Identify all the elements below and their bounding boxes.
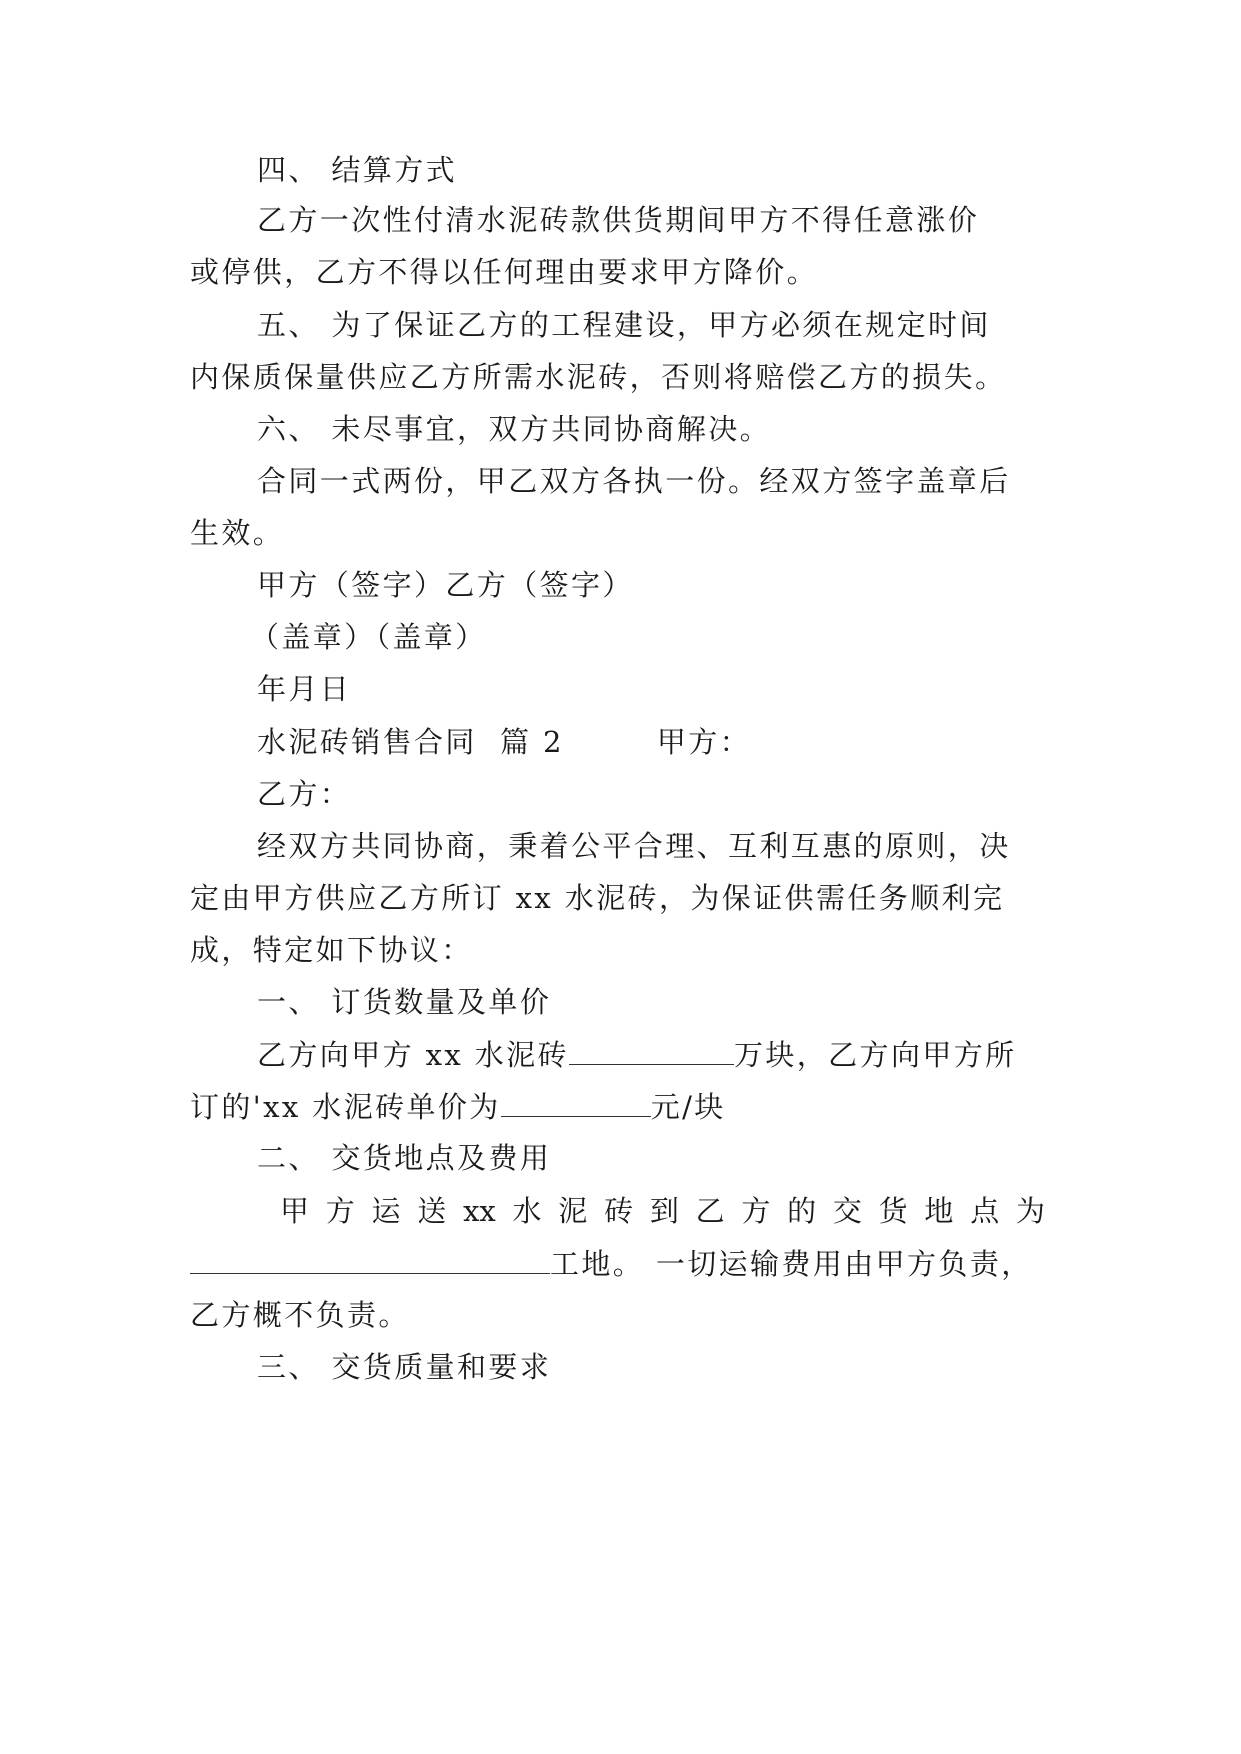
price-text-post: 元/块 (650, 1090, 726, 1124)
contract-title: 水泥砖销售合同 篇 2 甲方： (257, 725, 752, 759)
delivery-word: 方 (325, 1194, 355, 1228)
delivery-word: 地 (924, 1194, 954, 1228)
section-heading-1: 一、 订货数量及单价 (257, 985, 552, 1019)
delivery-word: 的 (787, 1194, 817, 1228)
delivery-word: 为 (1015, 1194, 1045, 1228)
signature-line: 甲方（签字）乙方（签字） (257, 568, 634, 602)
delivery-site-text: 工地。 一切运输费用由甲方负责， (550, 1247, 1033, 1281)
delivery-word: 泥 (558, 1194, 588, 1228)
delivery-word: xx (463, 1194, 496, 1228)
delivery-line (280, 1191, 1045, 1231)
delivery-site-line (190, 1243, 1241, 1284)
quantity-blank[interactable] (569, 1034, 734, 1065)
delivery-word: 点 (970, 1194, 1000, 1228)
paragraph-line: 乙方概不负责。 (190, 1298, 410, 1332)
price-line (190, 1086, 1241, 1127)
quantity-line (257, 1034, 1241, 1075)
section-heading-6: 六、 未尽事宜，双方共同协商解决。 (257, 412, 772, 446)
delivery-word: 方 (741, 1194, 771, 1228)
section-heading-4: 四、 结算方式 (257, 153, 458, 187)
section-heading-3: 三、 交货质量和要求 (257, 1350, 552, 1384)
delivery-word: 货 (878, 1194, 908, 1228)
party-b-line: 乙方： (257, 777, 352, 811)
paragraph-line: 乙方一次性付清水泥砖款供货期间甲方不得任意涨价 (257, 203, 980, 237)
delivery-word: 交 (832, 1194, 862, 1228)
date-line: 年月日 (257, 672, 352, 706)
delivery-word: 运 (371, 1194, 401, 1228)
delivery-word: 甲 (280, 1194, 310, 1228)
paragraph-line: 合同一式两份，甲乙双方各执一份。经双方签字盖章后 (257, 464, 1011, 498)
section-heading-5: 五、 为了保证乙方的工程建设，甲方必须在规定时间 (257, 308, 991, 342)
price-blank[interactable] (501, 1086, 651, 1117)
delivery-site-blank[interactable] (190, 1243, 550, 1274)
paragraph-line: 或停供，乙方不得以任何理由要求甲方降价。 (190, 255, 819, 289)
price-text-pre: 订的'xx 水泥砖单价为 (190, 1090, 501, 1124)
delivery-word: 送 (417, 1194, 447, 1228)
seal-line: （盖章）（盖章） (250, 620, 487, 654)
section-heading-2: 二、 交货地点及费用 (257, 1141, 552, 1175)
paragraph-line: 定由甲方供应乙方所订 xx 水泥砖，为保证供需任务顺利完 (190, 881, 1005, 915)
delivery-word: 到 (649, 1194, 679, 1228)
paragraph-line: 成，特定如下协议： (190, 933, 473, 967)
delivery-word: 砖 (604, 1194, 634, 1228)
paragraph-line: 生效。 (190, 516, 285, 550)
quantity-text-pre: 乙方向甲方 xx 水泥砖 (257, 1038, 569, 1072)
quantity-text-post: 万块，乙方向甲方所 (733, 1038, 1017, 1072)
delivery-word: 水 (512, 1194, 542, 1228)
paragraph-line: 经双方共同协商，秉着公平合理、互利互惠的原则，决 (257, 829, 1011, 863)
paragraph-line: 内保质保量供应乙方所需水泥砖，否则将赔偿乙方的损失。 (190, 360, 1007, 394)
delivery-word: 乙 (695, 1194, 725, 1228)
